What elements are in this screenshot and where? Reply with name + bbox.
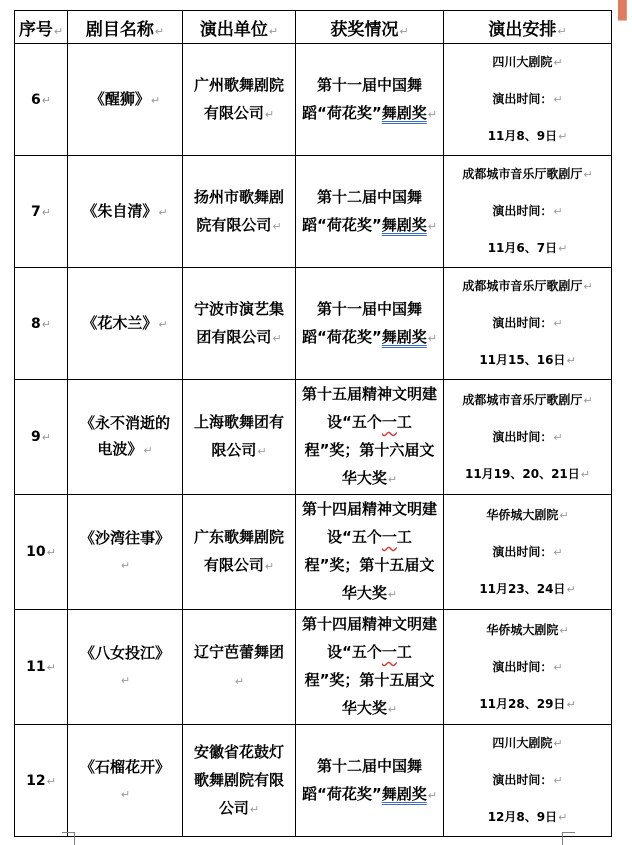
table-row	[15, 495, 612, 610]
time-label: 演出时间：↵	[492, 92, 563, 106]
paragraph-mark: ↵	[566, 354, 576, 367]
performing-company: 上海歌舞团有限公司↵	[183, 380, 296, 495]
row-number: 10↵	[15, 495, 68, 610]
venue-text: 四川大剧院↵	[492, 736, 563, 750]
award-info: 第十四届精神文明建设“五个一工程”奖；第十五届文华大奖↵	[296, 610, 444, 725]
table-row	[15, 610, 612, 725]
venue-text: 成都城市音乐厅歌剧厅↵	[462, 392, 593, 407]
performing-company: 扬州市歌舞剧院有限公司↵	[183, 156, 296, 268]
dates-text: 11月23、24日↵	[479, 581, 576, 596]
schedule-info	[444, 44, 612, 156]
dates-text: 11月6、7日↵	[487, 241, 568, 255]
award-info: 第十五届精神文明建设“五个一工程”奖；第十六届文华大奖↵	[296, 380, 444, 495]
venue-text: 华侨城大剧院↵	[486, 622, 569, 637]
paragraph-mark: ↵	[566, 697, 576, 711]
paragraph-mark: ↵	[558, 811, 568, 824]
schedule-info	[444, 380, 612, 495]
time-label: 演出时间：↵	[492, 204, 563, 218]
play-title: 《永不消逝的电波》↵	[68, 380, 183, 495]
performing-company: 安徽省花鼓灯歌舞剧院有限公司↵	[183, 725, 296, 837]
performance-schedule-table	[14, 10, 612, 837]
time-label: 演出时间：↵	[492, 659, 563, 674]
row-number: 12↵	[15, 725, 68, 837]
paragraph-mark: ↵	[553, 205, 563, 218]
time-label: 演出时间：↵	[492, 316, 563, 330]
schedule-info	[444, 156, 612, 268]
row-number: 8↵	[15, 268, 68, 380]
play-title: 《朱自清》↵	[68, 156, 183, 268]
paragraph-mark: ↵	[553, 774, 563, 787]
header-cell: 演出单位↵	[183, 11, 296, 44]
venue-text: 华侨城大剧院↵	[486, 507, 569, 522]
play-title: 《花木兰》↵	[68, 268, 183, 380]
row-number: 6↵	[15, 44, 68, 156]
edge-marker: ▋	[618, 0, 632, 21]
award-info: 第十二届中国舞蹈“荷花奖”舞剧奖↵	[296, 725, 444, 837]
schedule-info	[444, 495, 612, 610]
table-row	[15, 44, 612, 156]
row-number: 9↵	[15, 380, 68, 495]
paragraph-mark: ↵	[553, 545, 563, 559]
paragraph-mark: ↵	[559, 508, 569, 522]
paragraph-mark: ↵	[580, 467, 591, 481]
dates-text: 11月8、9日↵	[487, 129, 568, 143]
time-label: 演出时间：↵	[492, 429, 563, 444]
table-row	[15, 268, 612, 380]
page-corner-mark	[562, 832, 575, 845]
header-cell: 获奖情况↵	[296, 11, 444, 44]
time-label: 演出时间：↵	[492, 544, 563, 559]
paragraph-mark: ↵	[558, 130, 568, 143]
header-cell: 序号↵	[15, 11, 68, 44]
award-info: 第十二届中国舞蹈“荷花奖”舞剧奖↵	[296, 156, 444, 268]
time-label: 演出时间：↵	[492, 773, 563, 787]
venue-text: 四川大剧院↵	[492, 55, 563, 69]
schedule-info	[444, 725, 612, 837]
paragraph-mark: ↵	[583, 393, 593, 407]
paragraph-mark: ↵	[558, 242, 568, 255]
paragraph-mark: ↵	[553, 660, 563, 674]
table-header-row	[15, 11, 612, 44]
schedule-info	[444, 610, 612, 725]
play-title: 《醒狮》↵	[68, 44, 183, 156]
schedule-info	[444, 268, 612, 380]
performing-company: 宁波市演艺集团有限公司↵	[183, 268, 296, 380]
venue-text: 成都城市音乐厅歌剧厅↵	[462, 167, 593, 181]
paragraph-mark: ↵	[553, 93, 563, 106]
paragraph-mark: ↵	[583, 280, 593, 293]
paragraph-mark: ↵	[553, 737, 563, 750]
award-info: 第十一届中国舞蹈“荷花奖”舞剧奖↵	[296, 268, 444, 380]
paragraph-mark: ↵	[566, 582, 576, 596]
performing-company: 广东歌舞剧院有限公司↵	[183, 495, 296, 610]
performing-company: 辽宁芭蕾舞团↵	[183, 610, 296, 725]
dates-text: 12月8、9日↵	[487, 810, 568, 824]
performing-company: 广州歌舞剧院有限公司↵	[183, 44, 296, 156]
dates-text: 11月19、20、21日↵	[464, 466, 591, 481]
table-row	[15, 725, 612, 837]
paragraph-mark: ↵	[583, 168, 593, 181]
paragraph-mark: ↵	[553, 430, 563, 444]
paragraph-mark: ↵	[553, 56, 563, 69]
play-title: 《八女投江》↵	[68, 610, 183, 725]
header-cell: 演出安排↵	[444, 11, 612, 44]
dates-text: 11月15、16日↵	[479, 353, 576, 367]
venue-text: 成都城市音乐厅歌剧厅↵	[462, 279, 593, 293]
row-number: 7↵	[15, 156, 68, 268]
dates-text: 11月28、29日↵	[479, 696, 576, 711]
header-cell: 剧目名称↵	[68, 11, 183, 44]
play-title: 《石榴花开》↵	[68, 725, 183, 837]
table-row	[15, 156, 612, 268]
award-info: 第十一届中国舞蹈“荷花奖”舞剧奖↵	[296, 44, 444, 156]
play-title: 《沙湾往事》↵	[68, 495, 183, 610]
table-row	[15, 380, 612, 495]
page-corner-mark	[62, 832, 75, 845]
award-info: 第十四届精神文明建设“五个一工程”奖；第十五届文华大奖↵	[296, 495, 444, 610]
row-number: 11↵	[15, 610, 68, 725]
paragraph-mark: ↵	[553, 317, 563, 330]
paragraph-mark: ↵	[559, 623, 569, 637]
